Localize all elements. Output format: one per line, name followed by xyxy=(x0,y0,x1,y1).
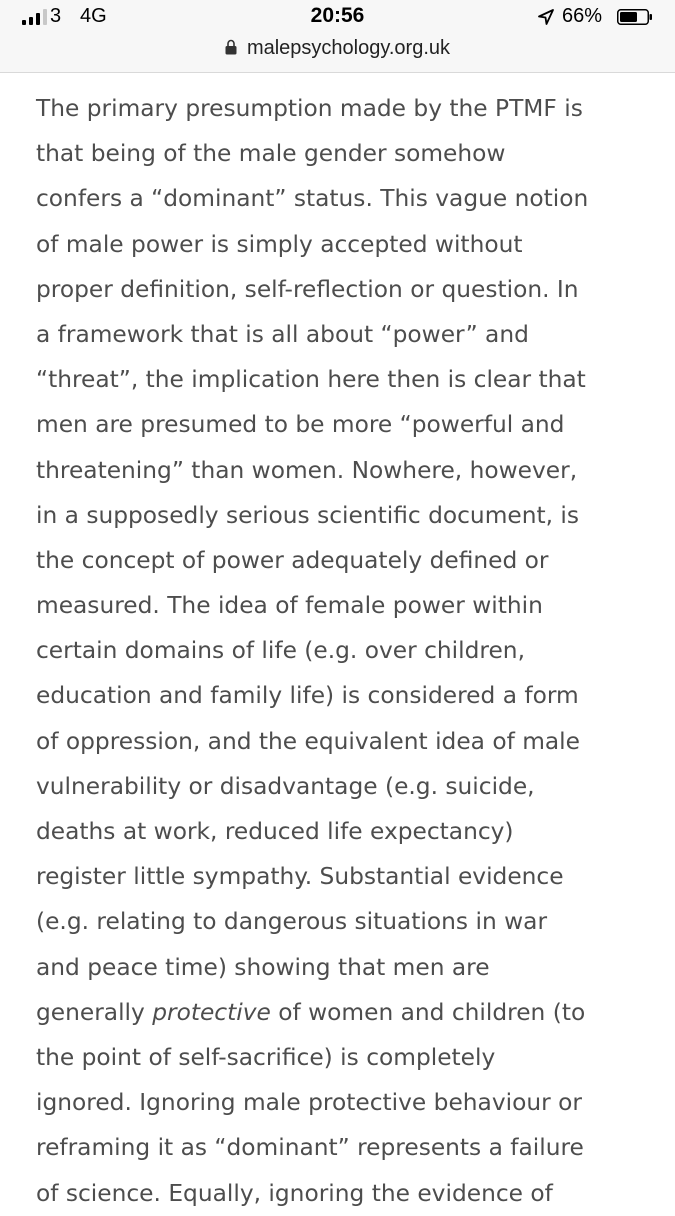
article-line: the concept of power adequately defined or xyxy=(36,546,549,574)
article-line: reframing it as “dominant” represents a failure xyxy=(36,1134,584,1162)
carrier-name: 3 xyxy=(50,5,62,27)
article-text: of women and children (to xyxy=(270,998,586,1026)
article-line: proper definition, self-reflection or question. In xyxy=(36,275,579,303)
article-line: ignored. Ignoring male protective behaviour or xyxy=(36,1089,582,1117)
article-line: threatening” than women. Nowhere, however, xyxy=(36,456,578,484)
article-line: certain domains of life (e.g. over children, xyxy=(36,637,525,665)
article-line: “threat”, the implication here then is clear that xyxy=(36,366,586,394)
article-line: confers a “dominant” status. This vague notion xyxy=(36,185,589,213)
emphasized-word: protective xyxy=(152,998,271,1026)
article-line: of male power is simply accepted without xyxy=(36,230,523,258)
article-line: a framework that is all about “power” and xyxy=(36,320,529,348)
article-line: the point of self-sacrifice) is completely xyxy=(36,1043,496,1071)
browser-header xyxy=(0,0,675,73)
article-line: measured. The idea of female power within xyxy=(36,592,543,620)
battery-percent: 66% xyxy=(562,5,603,27)
article-line: education and family life) is considered a form xyxy=(36,682,579,710)
article-line: in a supposedly serious scientific document, is xyxy=(36,501,580,529)
article-line: men are presumed to be more “powerful and xyxy=(36,411,565,439)
location-arrow-icon xyxy=(537,8,555,26)
status-bar xyxy=(0,0,675,36)
address-bar[interactable] xyxy=(0,37,675,63)
url-text: malepsychology.org.uk xyxy=(246,37,451,59)
article-line: vulnerability or disadvantage (e.g. suicide, xyxy=(36,772,535,800)
article-line: of science. Equally, ignoring the evidence of xyxy=(36,1179,553,1207)
article-text: generally xyxy=(36,998,153,1026)
network-type: 4G xyxy=(80,5,107,27)
article-line: register little sympathy. Substantial evidence xyxy=(36,863,564,891)
article-line: and peace time) showing that men are xyxy=(36,953,490,981)
article-line: that being of the male gender somehow xyxy=(36,140,506,168)
lock-icon xyxy=(225,39,237,55)
battery-icon xyxy=(617,9,653,25)
article-line: (e.g. relating to dangerous situations in war xyxy=(36,908,548,936)
article-body xyxy=(36,86,646,1216)
article-line: The primary presumption made by the PTMF is xyxy=(36,95,583,122)
article-line: of oppression, and the equivalent idea of male xyxy=(36,727,580,755)
article-line: deaths at work, reduced life expectancy) xyxy=(36,818,514,845)
article-line-emphasis xyxy=(36,990,646,1035)
clock-time: 20:56 xyxy=(310,4,365,27)
